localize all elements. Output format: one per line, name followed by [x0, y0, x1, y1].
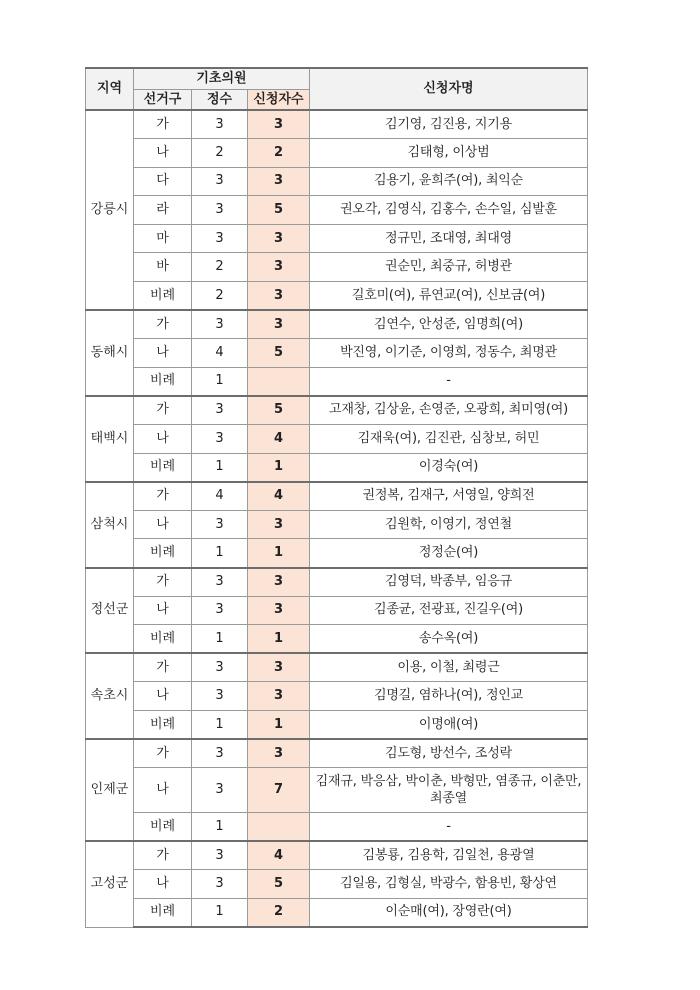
district-cell: 나 [134, 339, 192, 368]
table-row [86, 396, 588, 425]
table-row [86, 510, 588, 539]
applicant-names-cell: 김종균, 전광표, 진길우(여) [310, 596, 588, 625]
region-name: 정선군 [86, 568, 134, 654]
table-row [86, 453, 588, 482]
applicant-count-cell: 3 [248, 310, 310, 339]
seats-cell: 3 [192, 396, 248, 425]
applicant-names-cell: - [310, 367, 588, 396]
table-row [86, 253, 588, 282]
applicant-names-cell: 김연수, 안성준, 임명희(여) [310, 310, 588, 339]
applicant-count-cell: 3 [248, 510, 310, 539]
seats-cell: 3 [192, 568, 248, 597]
table-row [86, 625, 588, 654]
applicant-names-cell: 김용기, 윤희주(여), 최익순 [310, 167, 588, 196]
district-cell: 비례 [134, 625, 192, 654]
seats-cell: 1 [192, 813, 248, 842]
district-cell: 나 [134, 510, 192, 539]
region-name: 강릉시 [86, 110, 134, 310]
seats-cell: 1 [192, 710, 248, 739]
table-row [86, 310, 588, 339]
seats-cell: 2 [192, 139, 248, 168]
seats-cell: 2 [192, 282, 248, 311]
applicant-count-cell: 1 [248, 710, 310, 739]
applicant-names-cell: 송수옥(여) [310, 625, 588, 654]
table-row [86, 425, 588, 454]
seats-cell: 3 [192, 841, 248, 870]
table-row [86, 196, 588, 225]
table-row [86, 339, 588, 368]
district-cell: 나 [134, 596, 192, 625]
table-row [86, 596, 588, 625]
district-cell: 비례 [134, 898, 192, 927]
table-row [86, 682, 588, 711]
seats-cell: 3 [192, 510, 248, 539]
table-row [86, 282, 588, 311]
applicant-count-cell: 3 [248, 282, 310, 311]
applicant-count-cell [248, 813, 310, 842]
district-cell: 가 [134, 110, 192, 139]
applicant-names-cell: 김영덕, 박종부, 임응규 [310, 568, 588, 597]
applicant-count-cell: 3 [248, 167, 310, 196]
applicant-names-cell: 정정순(여) [310, 539, 588, 568]
seats-cell: 1 [192, 453, 248, 482]
applicant-count-cell: 3 [248, 596, 310, 625]
district-cell: 가 [134, 310, 192, 339]
applicant-count-cell: 3 [248, 224, 310, 253]
applicant-names-cell: 이용, 이철, 최령근 [310, 653, 588, 682]
seats-cell: 3 [192, 224, 248, 253]
header-applicants: 신청자수 [248, 90, 310, 111]
seats-cell: 3 [192, 425, 248, 454]
seats-cell: 3 [192, 870, 248, 899]
applicant-count-cell: 4 [248, 841, 310, 870]
district-cell: 마 [134, 224, 192, 253]
district-cell: 바 [134, 253, 192, 282]
district-cell: 비례 [134, 710, 192, 739]
district-cell: 비례 [134, 813, 192, 842]
applicant-names-cell: - [310, 813, 588, 842]
applicant-count-cell: 7 [248, 768, 310, 813]
table-header [86, 68, 588, 110]
applicant-names-cell: 고재창, 김상윤, 손영준, 오광희, 최미영(여) [310, 396, 588, 425]
applicant-count-cell: 5 [248, 339, 310, 368]
applicant-count-cell: 3 [248, 110, 310, 139]
district-cell: 가 [134, 653, 192, 682]
table-row [86, 870, 588, 899]
table-row [86, 898, 588, 927]
region-name: 삼척시 [86, 482, 134, 568]
seats-cell: 1 [192, 898, 248, 927]
applicant-names-cell: 김도형, 방선수, 조성락 [310, 739, 588, 768]
district-cell: 나 [134, 870, 192, 899]
district-cell: 비례 [134, 282, 192, 311]
region-name: 동해시 [86, 310, 134, 396]
header-region: 지역 [86, 68, 134, 110]
header-group: 기초의원 [134, 68, 310, 90]
applicant-names-cell: 길호미(여), 류연교(여), 신보금(여) [310, 282, 588, 311]
applicant-count-cell: 3 [248, 653, 310, 682]
applicant-names-cell: 권순민, 최중규, 허병관 [310, 253, 588, 282]
seats-cell: 3 [192, 682, 248, 711]
seats-cell: 3 [192, 653, 248, 682]
table-row [86, 739, 588, 768]
district-cell: 가 [134, 841, 192, 870]
table-row [86, 139, 588, 168]
applicant-count-cell: 5 [248, 870, 310, 899]
applicant-names-cell: 이명애(여) [310, 710, 588, 739]
applicant-names-cell: 김명길, 염하나(여), 정인교 [310, 682, 588, 711]
table-row [86, 110, 588, 139]
seats-cell: 1 [192, 625, 248, 654]
applicant-count-cell: 3 [248, 739, 310, 768]
seats-cell: 4 [192, 482, 248, 511]
seats-cell: 3 [192, 768, 248, 813]
seats-cell: 3 [192, 110, 248, 139]
district-cell: 가 [134, 396, 192, 425]
table-row [86, 224, 588, 253]
district-cell: 라 [134, 196, 192, 225]
region-name: 속초시 [86, 653, 134, 739]
district-cell: 나 [134, 139, 192, 168]
applicant-count-cell: 2 [248, 898, 310, 927]
district-cell: 나 [134, 682, 192, 711]
applicant-count-cell [248, 367, 310, 396]
region-name: 인제군 [86, 739, 134, 841]
district-cell: 다 [134, 167, 192, 196]
table-row [86, 710, 588, 739]
table-row [86, 768, 588, 813]
district-cell: 비례 [134, 367, 192, 396]
table-row [86, 367, 588, 396]
district-cell: 가 [134, 739, 192, 768]
applicant-names-cell: 이경숙(여) [310, 453, 588, 482]
district-cell: 가 [134, 568, 192, 597]
applicant-count-cell: 5 [248, 196, 310, 225]
applicant-names-cell: 권오각, 김영식, 김홍수, 손수일, 심발훈 [310, 196, 588, 225]
seats-cell: 4 [192, 339, 248, 368]
applicant-count-cell: 2 [248, 139, 310, 168]
applicant-names-cell: 박진영, 이기준, 이영희, 정동수, 최명관 [310, 339, 588, 368]
region-name: 태백시 [86, 396, 134, 482]
table-body [86, 110, 588, 927]
district-cell: 비례 [134, 453, 192, 482]
header-district: 선거구 [134, 90, 192, 111]
applicant-names-cell: 김재규, 박응삼, 박이춘, 박형만, 염종규, 이춘만, 최종열 [310, 768, 588, 813]
applicant-names-cell: 김태형, 이상범 [310, 139, 588, 168]
applicant-count-cell: 5 [248, 396, 310, 425]
table-row [86, 813, 588, 842]
applicant-names-cell: 김재욱(여), 김진관, 심창보, 허민 [310, 425, 588, 454]
district-cell: 가 [134, 482, 192, 511]
table-row [86, 841, 588, 870]
district-cell: 나 [134, 425, 192, 454]
applicant-count-cell: 1 [248, 453, 310, 482]
applicant-count-cell: 3 [248, 253, 310, 282]
seats-cell: 3 [192, 310, 248, 339]
applicant-names-cell: 김기영, 김진용, 지기용 [310, 110, 588, 139]
header-names: 신청자명 [310, 68, 588, 110]
seats-cell: 1 [192, 367, 248, 396]
seats-cell: 3 [192, 739, 248, 768]
seats-cell: 3 [192, 167, 248, 196]
region-name: 고성군 [86, 841, 134, 927]
table-row [86, 482, 588, 511]
table-row [86, 568, 588, 597]
applicant-count-cell: 4 [248, 425, 310, 454]
seats-cell: 3 [192, 196, 248, 225]
table-row [86, 539, 588, 568]
applicant-names-cell: 정규민, 조대영, 최대영 [310, 224, 588, 253]
applicant-count-cell: 1 [248, 625, 310, 654]
applicant-names-cell: 김일용, 김형실, 박광수, 함용빈, 황상연 [310, 870, 588, 899]
table-row [86, 167, 588, 196]
applicant-count-cell: 4 [248, 482, 310, 511]
header-seats: 정수 [192, 90, 248, 111]
table-row [86, 653, 588, 682]
applicant-names-cell: 김봉룡, 김용학, 김일천, 용광열 [310, 841, 588, 870]
district-cell: 비례 [134, 539, 192, 568]
applicant-count-cell: 1 [248, 539, 310, 568]
applicants-table [85, 67, 588, 928]
seats-cell: 1 [192, 539, 248, 568]
district-cell: 나 [134, 768, 192, 813]
applicant-count-cell: 3 [248, 682, 310, 711]
seats-cell: 3 [192, 596, 248, 625]
seats-cell: 2 [192, 253, 248, 282]
applicant-names-cell: 권정복, 김재구, 서영일, 양희전 [310, 482, 588, 511]
applicant-names-cell: 이순매(여), 장영란(여) [310, 898, 588, 927]
applicant-count-cell: 3 [248, 568, 310, 597]
applicant-names-cell: 김원학, 이영기, 정연철 [310, 510, 588, 539]
